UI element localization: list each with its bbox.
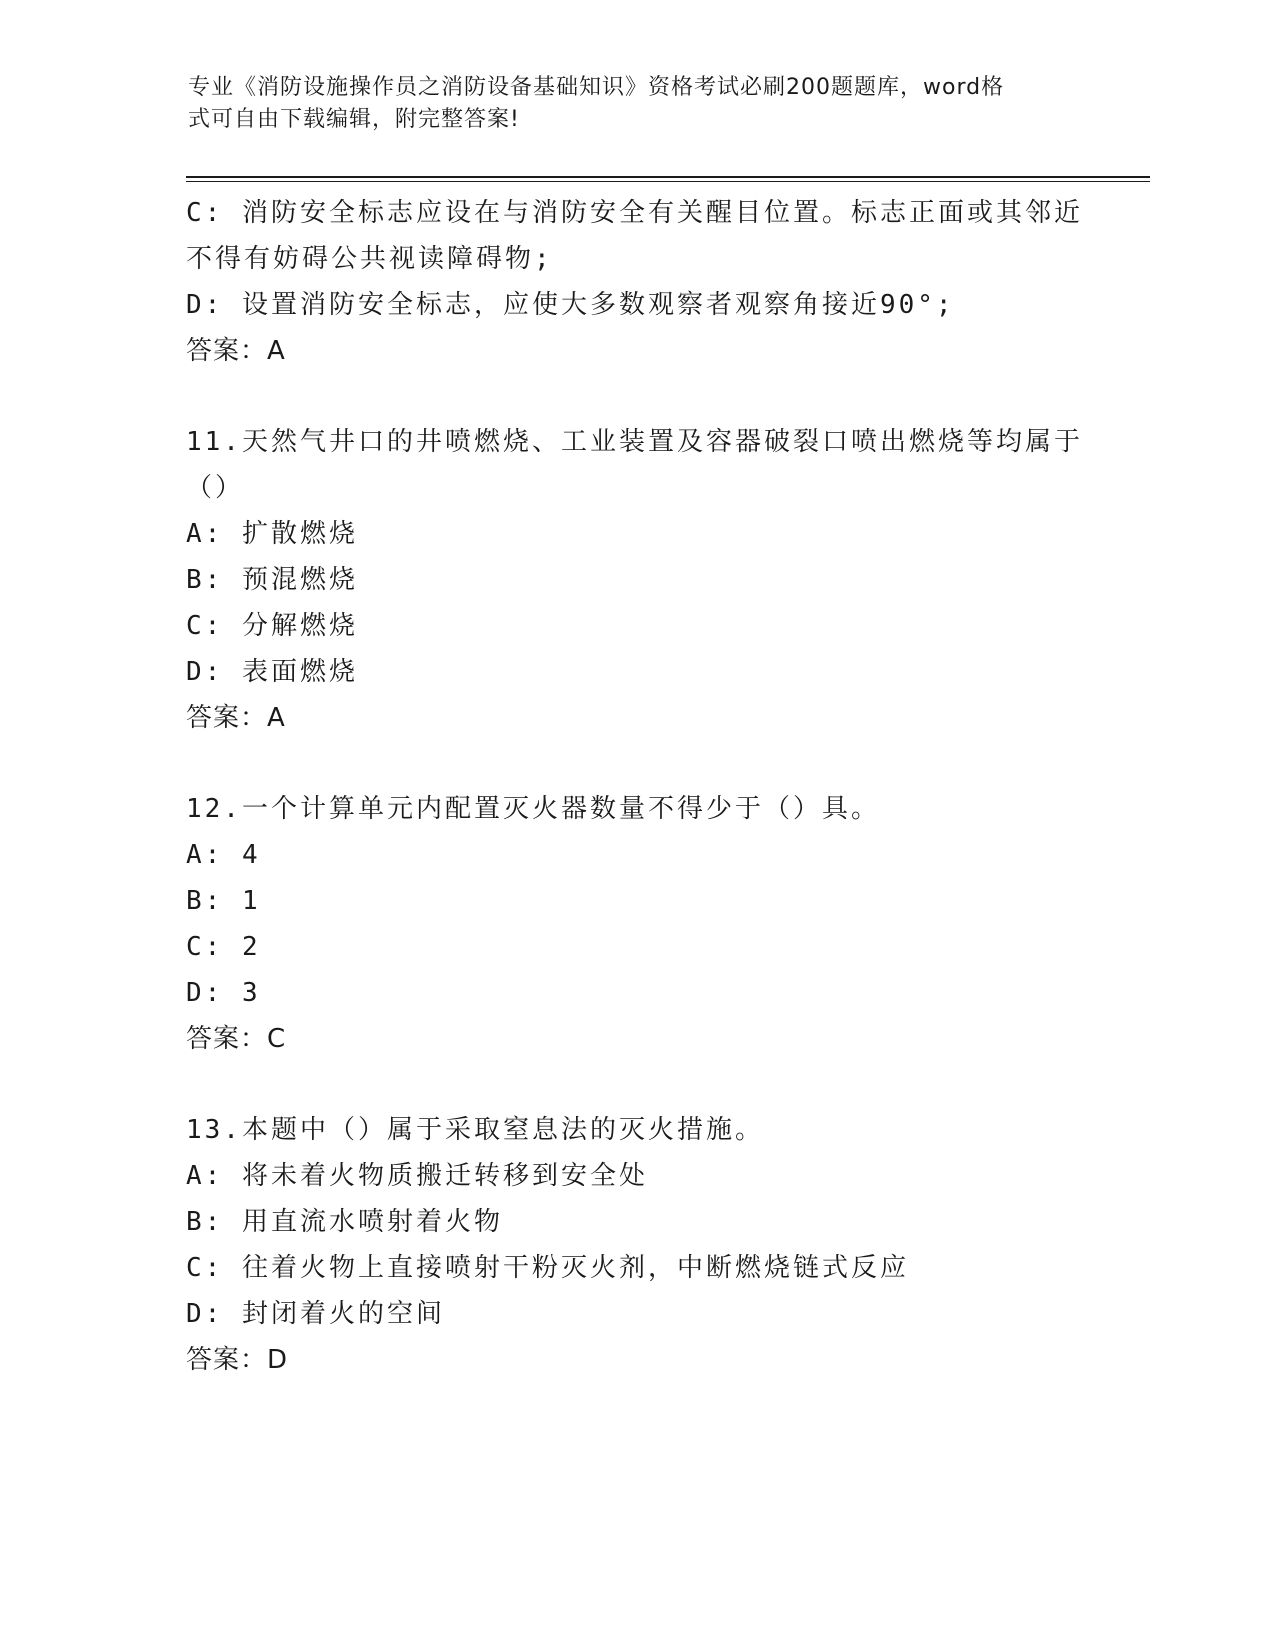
question-11	[186, 419, 1086, 741]
option-c-continued: 不得有妨碍公共视读障碍物;	[186, 244, 553, 274]
option-c: C: 分解燃烧	[186, 611, 358, 641]
option-a: A: 4	[186, 840, 261, 870]
option-c: C: 往着火物上直接喷射干粉灭火剂，中断燃烧链式反应	[186, 1253, 909, 1283]
header-divider-thick	[186, 176, 1150, 178]
option-c: C: 2	[186, 932, 261, 962]
option-a: A: 将未着火物质搬迁转移到安全处	[186, 1161, 648, 1191]
question-content	[186, 190, 1086, 1383]
option-d: D: 设置消防安全标志，应使大多数观察者观察角接近90°;	[186, 290, 955, 320]
document-header	[188, 72, 1068, 136]
header-line-2: 式可自由下载编辑，附完整答案!	[188, 107, 520, 132]
option-b: B: 预混燃烧	[186, 565, 358, 595]
question-stem: 13.本题中（）属于采取窒息法的灭火措施。	[186, 1115, 764, 1145]
question-12	[186, 786, 1086, 1062]
option-d: D: 表面燃烧	[186, 657, 358, 687]
header-divider-thin	[186, 181, 1150, 182]
answer-line: 答案：D	[186, 1345, 289, 1375]
option-b: B: 1	[186, 886, 261, 916]
answer-line: 答案：A	[186, 336, 286, 366]
question-10-tail	[186, 190, 1086, 374]
answer-line: 答案：C	[186, 1024, 287, 1054]
question-stem: 12.一个计算单元内配置灭火器数量不得少于（）具。	[186, 794, 880, 824]
question-13	[186, 1107, 1086, 1383]
header-line-1: 专业《消防设施操作员之消防设备基础知识》资格考试必刷200题题库，word格	[188, 75, 1005, 100]
option-a: A: 扩散燃烧	[186, 519, 358, 549]
question-stem-continued: （）	[186, 473, 245, 503]
option-d: D: 3	[186, 978, 261, 1008]
option-b: B: 用直流水喷射着火物	[186, 1207, 503, 1237]
answer-line: 答案：A	[186, 703, 286, 733]
option-d: D: 封闭着火的空间	[186, 1299, 445, 1329]
option-c: C: 消防安全标志应设在与消防安全有关醒目位置。标志正面或其邻近	[186, 198, 1083, 228]
question-stem: 11.天然气井口的井喷燃烧、工业装置及容器破裂口喷出燃烧等均属于	[186, 427, 1083, 457]
